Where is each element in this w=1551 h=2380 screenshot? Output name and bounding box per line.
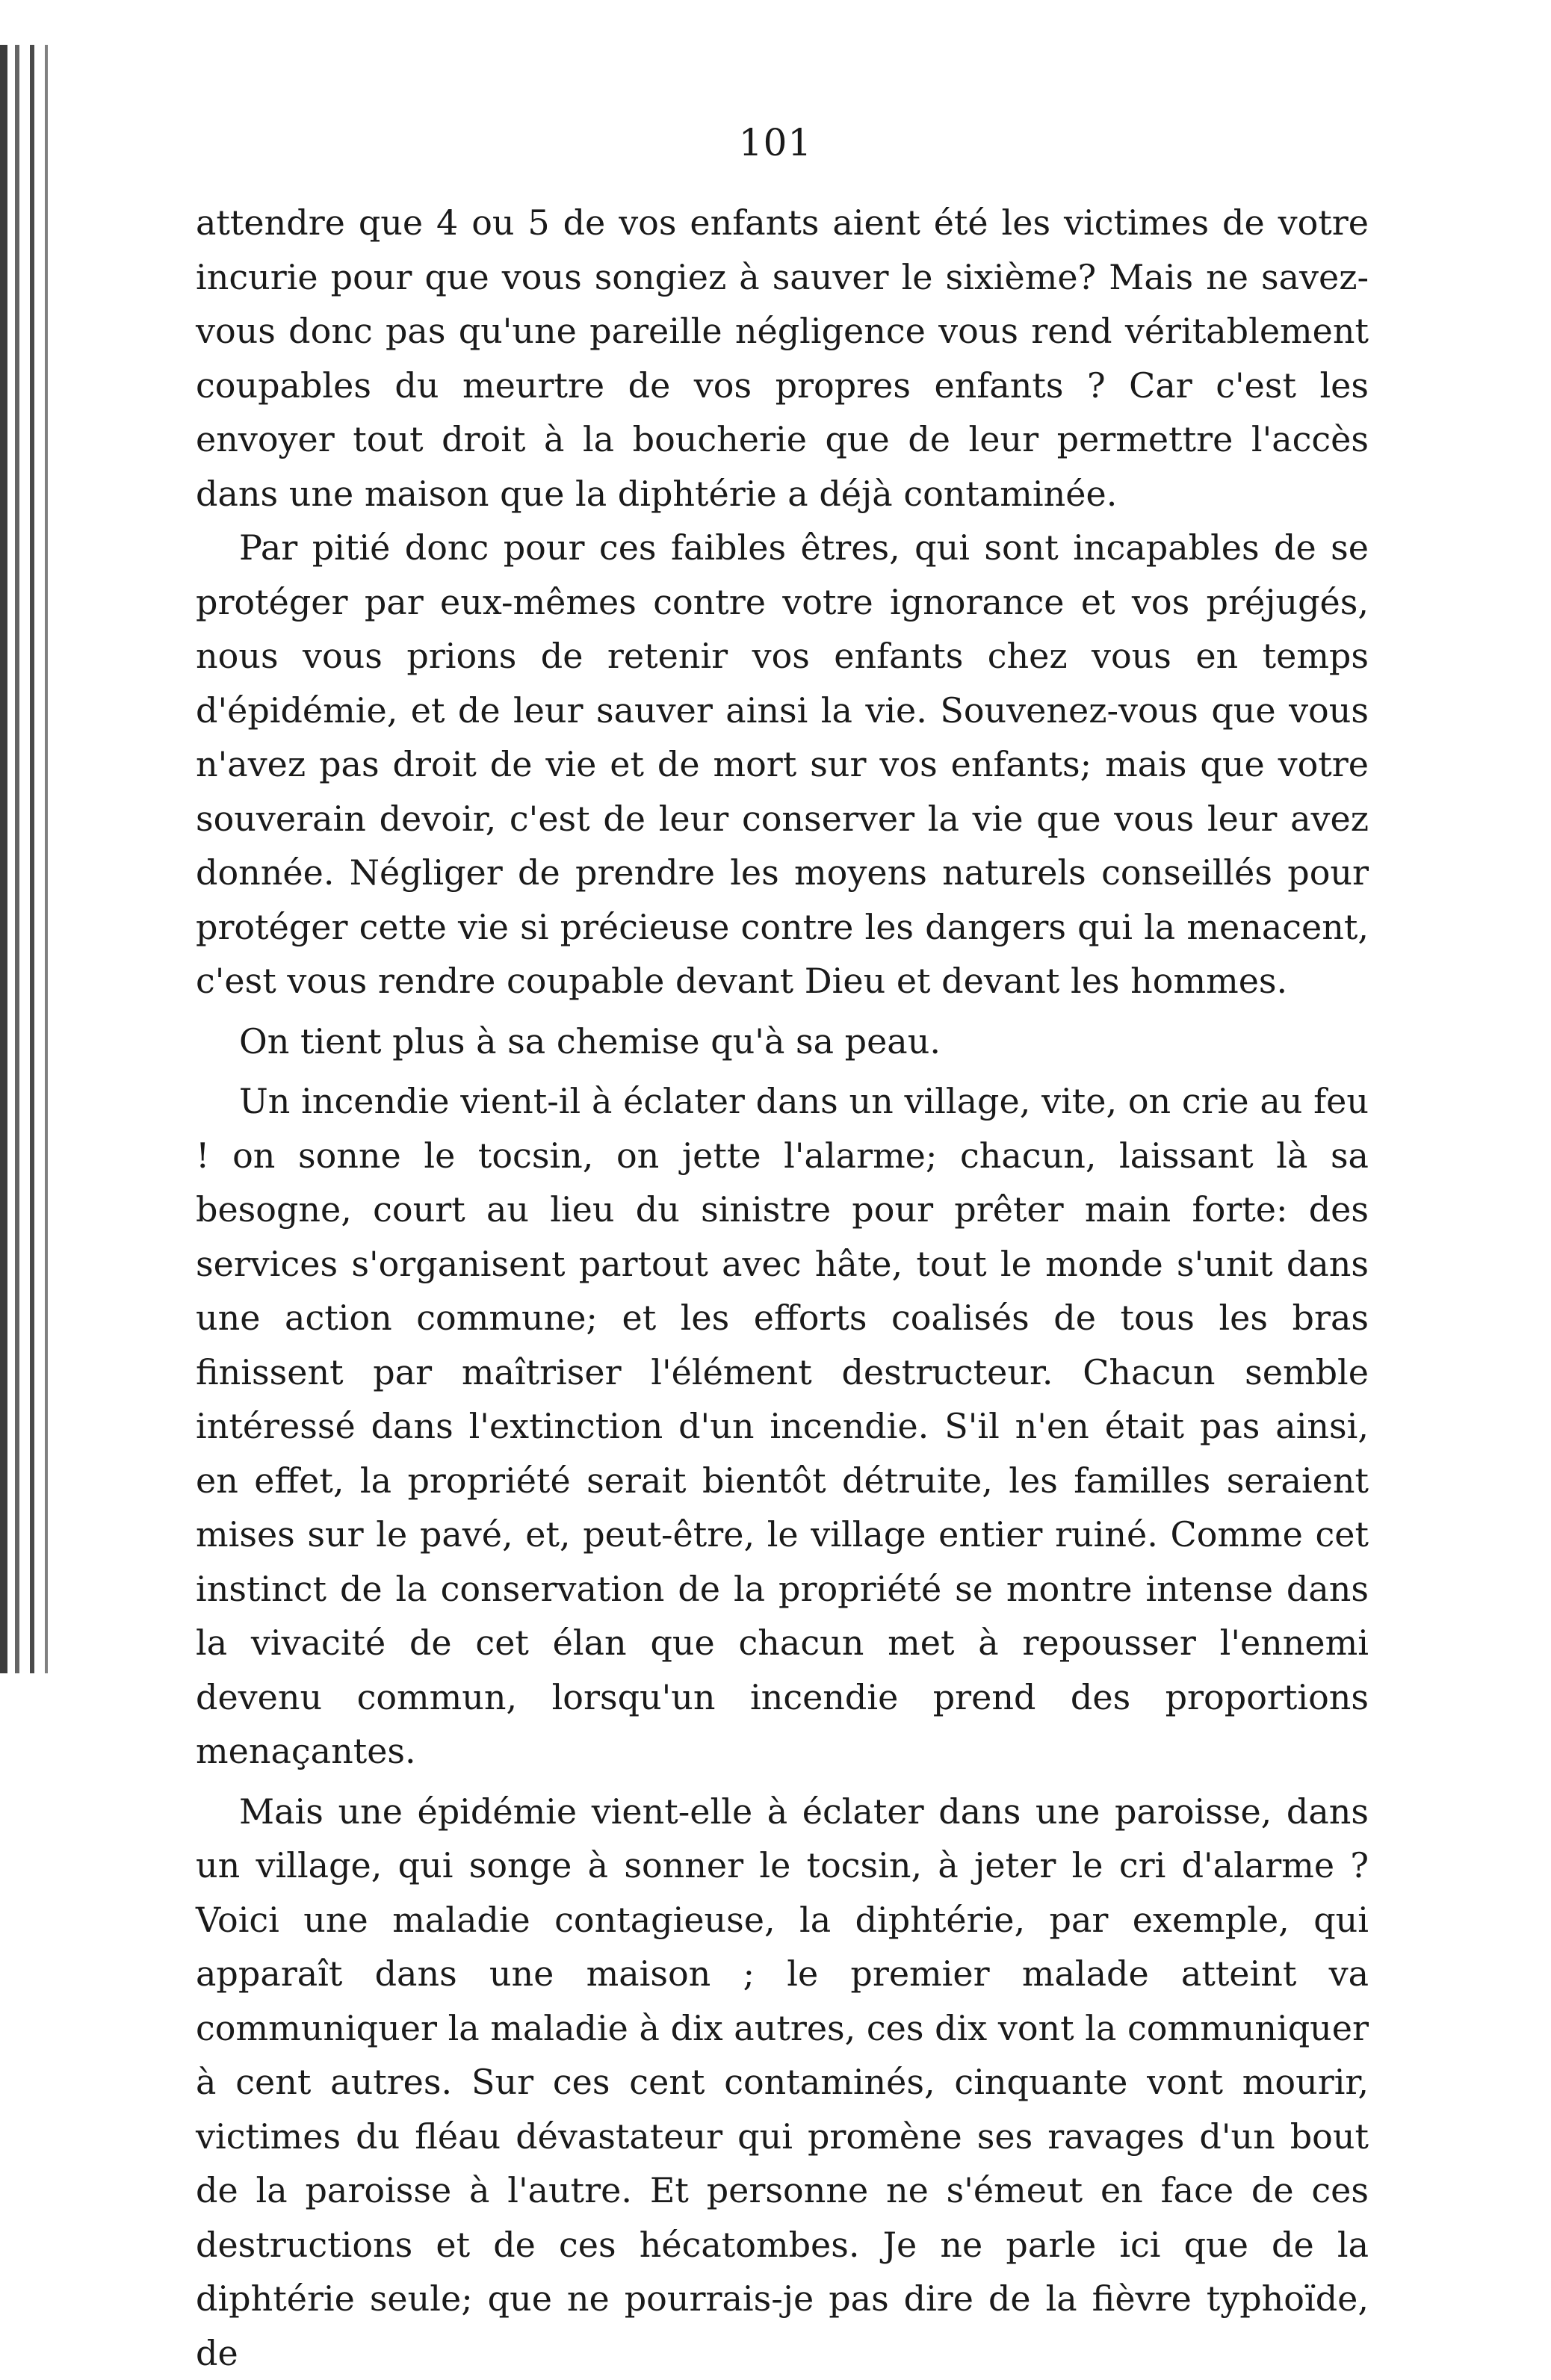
paragraph-proverb: On tient plus à sa chemise qu'à sa peau. — [196, 1014, 1369, 1069]
binding-edge-shadow — [0, 45, 52, 1673]
page-number: 101 — [0, 121, 1551, 164]
paragraph-epidemie: Mais une épidémie vient-elle à éclater dans une paroisse, dans un village, qui songe à sonner le tocsin, à jeter le cri d'alarme ? Voici une maladie contagieuse, la diphtérie, par exemple, qui apparaît dans une maison ; le premier malade atteint va communiquer la maladie à dix autres, ces dix vont la communiquer à cent autres. Sur ces cent contaminés, cinquante vont mourir, victimes du fléau dévastateur qui promène ses ravages d'un bout de la paroisse à l'autre. Et personne ne s'émeut en face de ces destructions et de ces hécatombes. Je ne parle ici que de la diphtérie seule; que ne pourrais-je pas dire de la fièvre typhoïde, de — [196, 1785, 1369, 2380]
paragraph-incendie: Un incendie vient-il à éclater dans un village, vite, on crie au feu ! on sonne le tocsin, on jette l'alarme; chacun, laissant là sa besogne, court au lieu du sinistre pour prêter main forte: des services s'organisent partout avec hâte, tout le monde s'unit dans une action commune; et les efforts coalisés de tous les bras finissent par maîtriser l'élément destructeur. Chacun semble intéressé dans l'extinction d'un incendie. S'il n'en était pas ainsi, en effet, la propriété serait bientôt détruite, les familles seraient mises sur le pavé, et, peut-être, le village entier ruiné. Comme cet instinct de la conservation de la propriété se montre intense dans la vivacité de cet élan que chacun met à repousser l'ennemi devenu commun, lorsqu'un incendie prend des proportions menaçantes. — [196, 1074, 1369, 1779]
paragraph-continued: attendre que 4 ou 5 de vos enfants aient été les victimes de votre incurie pour que vous songiez à sauver le sixième? Mais ne savez-vous donc pas qu'une pareille négligence vous rend véritablement coupables du meurtre de vos propres enfants ? Car c'est les envoyer tout droit à la boucherie que de leur permettre l'accès dans une maison que la diphtérie a déjà contaminée. — [196, 196, 1369, 521]
paragraph-pitie: Par pitié donc pour ces faibles êtres, qui sont incapables de se protéger par eux-mêmes contre votre ignorance et vos préjugés, nous vous prions de retenir vos enfants chez vous en temps d'épidémie, et de leur sauver ainsi la vie. Souvenez-vous que vous n'avez pas droit de vie et de mort sur vos enfants; mais que votre souverain devoir, c'est de leur conserver la vie que vous leur avez donnée. Négliger de prendre les moyens naturels conseillés pour protéger cette vie si précieuse contre les dangers qui la menacent, c'est vous rendre coupable devant Dieu et devant les hommes. — [196, 521, 1369, 1008]
body-text — [196, 196, 1369, 2380]
